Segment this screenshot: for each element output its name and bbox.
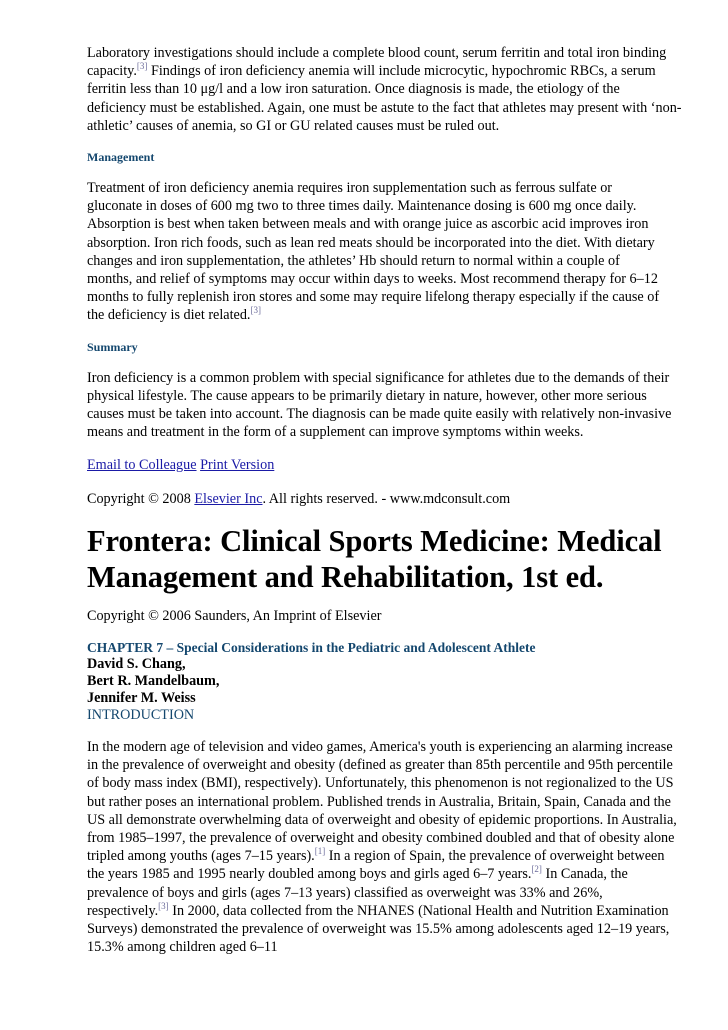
intro-text-1: In the modern age of television and video games, America's youth is experiencing an alarming increase in the prevalence of overweight and obesity (defined as greater than 85th percentile and 95th percentile of body mass index (BMI), respectively). Unfortunately, this phenomenon is not regionalized to the US but rather poses an international problem. Published trends in Australia, Britain, Spain, Canada and the US all demonstrate overwhelming data of overweight and obesity of epidemic proportions. In Australia, from 1985–1997, the prevalence of overweight and obesity combined doubled and that of obesity alone tripled among youths (ages 7–15 years). bbox=[87, 739, 677, 865]
author-name: Bert R. Mandelbaum, bbox=[87, 673, 220, 690]
book-copyright: Copyright © 2006 Saunders, An Imprint of Elsevier bbox=[87, 607, 382, 624]
copyright-line bbox=[87, 490, 687, 508]
citation-3[interactable]: [3] bbox=[250, 305, 261, 316]
copyright-suffix: . All rights reserved. - www.mdconsult.com bbox=[262, 490, 511, 507]
action-links bbox=[87, 456, 687, 474]
intro-text-3: In Canada, the prevalence of boys and girls (ages 7–13 years) classified as overweight was 33% and 26%, respectively. bbox=[87, 866, 628, 919]
book-title: Frontera: Clinical Sports Medicine: Medical Management and Rehabilitation, 1st ed. bbox=[87, 523, 662, 594]
author-name: David S. Chang, bbox=[87, 656, 186, 673]
citation-3[interactable]: [3] bbox=[136, 61, 148, 72]
copyright-prefix: Copyright © 2008 bbox=[87, 490, 195, 507]
summary-heading: Summary bbox=[87, 339, 138, 354]
author-name: Jennifer M. Weiss bbox=[87, 690, 196, 707]
document-page bbox=[87, 44, 687, 957]
introduction-paragraph bbox=[87, 738, 677, 956]
citation-3[interactable]: [3] bbox=[158, 900, 169, 911]
summary-paragraph: Iron deficiency is a common problem with special significance for athletes due to the demands of their physical lifestyle. The cause appears to be primarily dietary in nature, however, other more serious causes must be taken into account. The diagnosis can be made quite easily with relatively non-invasive means and treatment in the form of a supplement can improve symptoms within weeks. bbox=[87, 369, 672, 441]
section-heading-introduction: INTRODUCTION bbox=[87, 707, 195, 724]
lab-text-a: Laboratory investigations should include a complete blood count, serum ferritin and total iron binding capacity. bbox=[87, 45, 667, 80]
management-paragraph bbox=[87, 179, 667, 325]
chapter-title: CHAPTER 7 – Special Considerations in the Pediatric and Adolescent Athlete bbox=[87, 640, 536, 656]
email-to-colleague-link[interactable]: Email to Colleague bbox=[87, 457, 197, 474]
management-heading: Management bbox=[87, 150, 155, 165]
citation-2[interactable]: [2] bbox=[531, 864, 542, 875]
citation-1[interactable]: [1] bbox=[314, 846, 326, 857]
lab-text-b: Findings of iron deficiency anemia will include microcytic, hypochromic RBCs, a serum ferritin less than 10 μg/l and a low iron saturation. Once diagnosis is made, the etiology of the deficiency must be established. Again, one must be astute to the fact that athletes may present with ‘non-athletic’ causes of anemia, so GI or GU related causes must be ruled out. bbox=[87, 63, 682, 134]
print-version-link[interactable]: Print Version bbox=[200, 457, 275, 474]
intro-text-4: In 2000, data collected from the NHANES (National Health and Nutrition Examination Surveys) demonstrated the prevalence of overweight was 15.5% among adolescents aged 12–19 years, 15.3% among children aged 6–11 bbox=[87, 902, 670, 956]
management-text: Treatment of iron deficiency anemia requires iron supplementation such as ferrous sulfate or gluconate in doses of 600 mg two to three times daily. Maintenance dosing is 600 mg once daily. Absorption is best when taken between meals and with orange juice as ascorbic acid improves iron absorption. Iron rich foods, such as lean red meats should be incorporated into the diet. With dietary changes and iron supplementation, the athletes’ Hb should return to normal within a couple of months, and relief of symptoms may occur within days to weeks. Most recommend therapy for 6–12 months to fully replenish iron stores and some may require lifelong therapy especially if the cause of the deficiency is diet related. bbox=[87, 180, 660, 324]
lab-paragraph bbox=[87, 44, 682, 135]
elsevier-link[interactable]: Elsevier Inc bbox=[194, 490, 263, 507]
intro-text-2: In a region of Spain, the prevalence of overweight between the years 1985 and 1995 nearly doubled among boys and girls aged 6–7 years. bbox=[87, 848, 665, 883]
